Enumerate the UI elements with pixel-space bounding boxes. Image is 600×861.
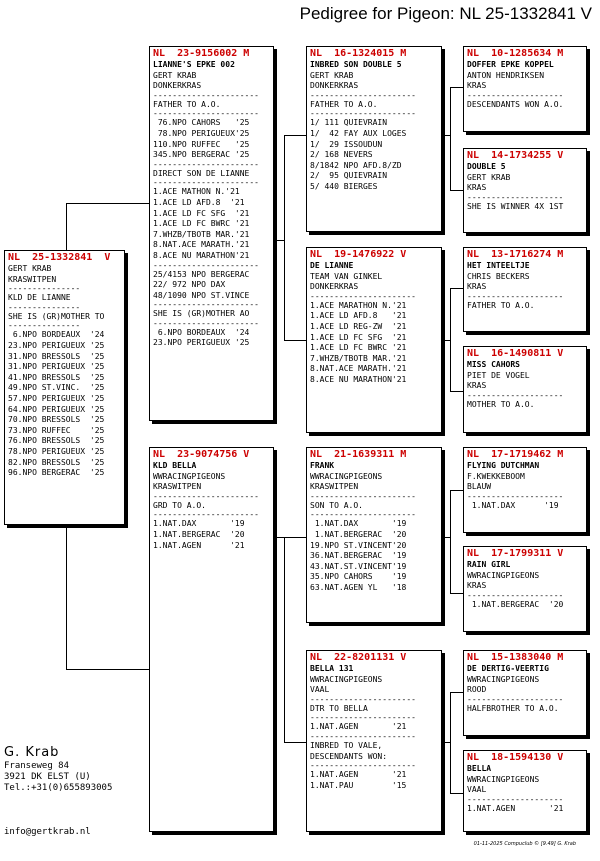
ring-number: NL 23-9156002 M xyxy=(153,48,250,59)
card-line: 57.NPO PERIGUEUX '25 xyxy=(8,393,105,403)
card-line: 25/4153 NPO BERGERAC xyxy=(153,269,250,279)
card-line: FATHER TO A.O. xyxy=(153,99,221,109)
card-line: DIRECT SON DE LIANNE xyxy=(153,168,250,178)
separator: ---------------------- xyxy=(153,301,259,310)
card-line: VAAL xyxy=(310,685,330,695)
separator: ---------------------- xyxy=(310,762,416,771)
connector-line xyxy=(450,793,463,794)
separator: --------------- xyxy=(8,303,81,312)
pigeon-card-ggp-7 xyxy=(463,650,587,736)
card-line: 1.ACE MATHON N.'21 xyxy=(153,187,240,197)
card-line: KRAS xyxy=(467,581,487,591)
ring-number: NL 13-1716274 M xyxy=(467,249,564,260)
connector-line xyxy=(450,288,451,391)
separator: --------------- xyxy=(8,322,81,331)
card-line: DONKERKRAS xyxy=(310,81,359,91)
separator: -------------------- xyxy=(467,795,564,804)
card-line: 5/ 440 BIERGES xyxy=(310,181,378,191)
connector-line xyxy=(450,288,463,289)
card-line: 1.NAT.AGEN '21 xyxy=(310,770,407,780)
pigeon-name: BELLA 131 xyxy=(310,664,354,673)
pigeon-card-mother xyxy=(149,447,274,832)
card-line: 1.ACE LD FC SFG '21 xyxy=(310,332,407,342)
card-line: 35.NPO CAHORS '19 xyxy=(310,572,407,582)
separator: ---------------------- xyxy=(153,91,259,100)
separator: ---------------------- xyxy=(153,319,259,328)
card-line: 1.NAT.BERGERAC '20 xyxy=(467,599,564,609)
card-line: 1.NAT.DAX '19 xyxy=(310,519,407,529)
card-line: 1.ACE LD FC BWRC '21 xyxy=(310,343,407,353)
connector-line xyxy=(450,593,463,594)
card-line: HALFBROTHER TO A.O. xyxy=(467,703,559,713)
connector-line xyxy=(284,537,285,742)
connector-line xyxy=(284,340,306,341)
separator: ---------------------- xyxy=(310,292,416,301)
ring-number: NL 21-1639311 M xyxy=(310,449,407,460)
separator: ---------------------- xyxy=(310,732,416,741)
connector-line xyxy=(450,87,463,88)
card-line: 41.NPO BRESSOLS '25 xyxy=(8,372,105,382)
card-line: 1/ 111 QUIEVRAIN xyxy=(310,118,388,128)
card-line: 8/1842 NPO AFD.8/ZD xyxy=(310,160,402,170)
card-line: 1.ACE LD REG-ZW '21 xyxy=(310,321,407,331)
connector-line xyxy=(450,490,463,491)
card-line: 6.NPO BORDEAUX '24 xyxy=(153,327,250,337)
pigeon-name: HET INTEELTJE xyxy=(467,261,530,270)
card-line: 8.ACE NU MARATHON'21 xyxy=(153,250,250,260)
card-line: DTR TO BELLA xyxy=(310,703,368,713)
card-line: ROOD xyxy=(467,685,487,695)
connector-line xyxy=(276,537,284,538)
card-line: 23.NPO PERIGUEUX '25 xyxy=(153,338,250,348)
card-line: 22/ 972 NPO DAX xyxy=(153,280,226,290)
card-line: 7.WHZB/TBOTB MAR.'21 xyxy=(310,353,407,363)
breeder-phone: Tel.:+31(0)655893005 xyxy=(4,783,113,793)
pigeon-name: INBRED SON DOUBLE 5 xyxy=(310,60,402,69)
card-line: 96.NPO BERGERAC '25 xyxy=(8,468,105,478)
card-line: ANTON HENDRIKSEN xyxy=(467,70,545,80)
separator: -------------------- xyxy=(467,492,564,501)
card-line: 49.NPO ST.VINC. '25 xyxy=(8,383,105,393)
card-line: 1.ACE LD FC BWRC '21 xyxy=(153,219,250,229)
card-line: FATHER TO A.O. xyxy=(467,300,535,310)
ring-number: NL 10-1285634 M xyxy=(467,48,564,59)
pigeon-card-ggp-4 xyxy=(463,346,587,433)
connector-line xyxy=(444,742,450,743)
separator: -------------------- xyxy=(467,391,564,400)
card-line: KRASWITPEN xyxy=(8,274,57,284)
card-line: WWRACINGPIGEONS xyxy=(467,570,540,580)
separator: ---------------------- xyxy=(153,179,259,188)
pigeon-card-ggp-1 xyxy=(463,46,587,132)
card-line: DONKERKRAS xyxy=(310,282,359,292)
card-line: 19.NPO ST.VINCENT'20 xyxy=(310,540,407,550)
card-line: SHE IS WINNER 4X 1ST xyxy=(467,201,564,211)
connector-line xyxy=(284,742,306,743)
connector-line xyxy=(284,537,306,538)
separator: ---------------------- xyxy=(310,511,416,520)
card-line: F.KWEKKEBOOM xyxy=(467,471,525,481)
ring-number: NL 17-1719462 M xyxy=(467,449,564,460)
separator: ---------------------- xyxy=(310,492,416,501)
card-line: 76.NPO CAHORS '25 xyxy=(153,118,250,128)
pigeon-name: LIANNE'S EPKE 002 xyxy=(153,60,235,69)
card-line: GERT KRAB xyxy=(8,264,52,273)
card-line: 1.NAT.AGEN '21 xyxy=(153,540,245,550)
card-line: KRASWITPEN xyxy=(153,482,202,492)
ring-number: NL 25-1332841 V xyxy=(8,252,111,263)
connector-line xyxy=(444,340,450,341)
ring-number: NL 19-1476922 V xyxy=(310,249,407,260)
card-line: DONKERKRAS xyxy=(153,81,202,91)
card-line: SHE IS (GR)MOTHER TO xyxy=(8,311,105,321)
separator: ---------------------- xyxy=(310,714,416,723)
pigeon-card-subject xyxy=(4,250,125,525)
pigeon-name: DOFFER EPKE KOPPEL xyxy=(467,60,554,69)
card-line: WWRACINGPIGEONS xyxy=(310,471,383,481)
card-line: 1.NAT.AGEN '21 xyxy=(310,722,407,732)
card-line: PIET DE VOGEL xyxy=(467,370,530,380)
separator: ---------------------- xyxy=(153,160,259,169)
card-line: 1.ACE MARATHON N.'21 xyxy=(310,300,407,310)
card-line: 48/1090 NPO ST.VINCE xyxy=(153,290,250,300)
separator: -------------------- xyxy=(467,193,564,202)
page-title: Pedigree for Pigeon: NL 25-1332841 V xyxy=(299,4,592,23)
card-line: KLD DE LIANNE xyxy=(8,293,71,303)
separator: -------------------- xyxy=(467,695,564,704)
card-line: 7.WHZB/TBOTB MAR.'21 xyxy=(153,229,250,239)
connector-line xyxy=(444,537,450,538)
card-line: SHE IS (GR)MOTHER AO xyxy=(153,309,250,319)
card-line: 73.NPO RUFFEC '25 xyxy=(8,425,105,435)
card-line: 110.NPO RUFFEC '25 xyxy=(153,139,250,149)
card-line: WWRACINGPIGEONS xyxy=(310,674,383,684)
separator: ---------------------- xyxy=(153,511,259,520)
separator: ---------------------- xyxy=(310,91,416,100)
card-line: TEAM VAN GINKEL xyxy=(310,271,383,281)
separator: ---------------------- xyxy=(310,695,416,704)
card-line: WWRACINGPIGEONS xyxy=(153,471,226,481)
card-line: 78.NPO PERIGUEUX'25 xyxy=(153,128,250,138)
card-line: 1.ACE LD AFD.8 '21 xyxy=(310,311,407,321)
card-line: 1.ACE LD AFD.8 '21 xyxy=(153,197,245,207)
ring-number: NL 17-1799311 V xyxy=(467,548,564,559)
separator: --------------- xyxy=(8,285,81,294)
card-line: 23.NPO PERIGUEUX '25 xyxy=(8,340,105,350)
card-line: 36.NAT.BERGERAC '19 xyxy=(310,551,407,561)
connector-line xyxy=(284,135,306,136)
breeder-email[interactable]: info@gertkrab.nl xyxy=(4,827,91,837)
breeder-info xyxy=(4,745,112,794)
pigeon-card-grandfather-paternal xyxy=(306,46,442,232)
card-line: 31.NPO BRESSOLS '25 xyxy=(8,351,105,361)
card-line: 1.NAT.BERGERAC '20 xyxy=(310,529,407,539)
ring-number: NL 18-1594130 V xyxy=(467,752,564,763)
connector-line xyxy=(276,240,284,241)
card-line: KRAS xyxy=(467,282,487,292)
card-line: 82.NPO BRESSOLS '25 xyxy=(8,457,105,467)
pigeon-card-grandmother-paternal xyxy=(306,247,442,433)
card-line: GERT KRAB xyxy=(467,172,511,182)
card-line: FATHER TO A.O. xyxy=(310,99,378,109)
card-line: KRASWITPEN xyxy=(310,482,359,492)
card-line: 345.NPO BERGERAC '25 xyxy=(153,150,250,160)
card-line: 2/ 168 NEVERS xyxy=(310,150,373,160)
pigeon-name: MISS CAHORS xyxy=(467,360,520,369)
connector-line xyxy=(444,135,450,136)
card-line: 43.NAT.ST.VINCENT'19 xyxy=(310,561,407,571)
card-line: 6.NPO BORDEAUX '24 xyxy=(8,330,105,340)
connector-line xyxy=(450,692,451,793)
pigeon-card-grandfather-maternal xyxy=(306,447,442,623)
breeder-name: G. Krab xyxy=(4,745,60,760)
card-line: 2/ 95 QUIEVRAIN xyxy=(310,171,388,181)
footer-credit: 01-11-2025 Compuclub © [9.49] G. Krab xyxy=(473,841,576,847)
card-line: INBRED TO VALE, xyxy=(310,740,383,750)
connector-line xyxy=(450,692,463,693)
card-line: GERT KRAB xyxy=(310,70,354,80)
separator: ---------------------- xyxy=(153,492,259,501)
breeder-address-line2: 3921 DK ELST (U) xyxy=(4,772,91,782)
connector-line xyxy=(450,490,451,593)
pigeon-card-ggp-6 xyxy=(463,546,587,632)
ring-number: NL 14-1734255 V xyxy=(467,150,564,161)
card-line: 1.ACE LD FC SFG '21 xyxy=(153,208,250,218)
card-line: 1.NAT.BERGERAC '20 xyxy=(153,529,245,539)
pigeon-name: FRANK xyxy=(310,461,335,470)
pigeon-name: DE DERTIG-VEERTIG xyxy=(467,664,549,673)
card-line: 31.NPO PERIGUEUX '25 xyxy=(8,362,105,372)
separator: ---------------------- xyxy=(153,261,259,270)
card-line: 1.NAT.DAX '19 xyxy=(153,519,245,529)
card-line: 63.NAT.AGEN YL '18 xyxy=(310,582,407,592)
card-line: 1/ 29 ISSOUDUN xyxy=(310,139,383,149)
card-line: MOTHER TO A.O. xyxy=(467,399,535,409)
pigeon-name: DE LIANNE xyxy=(310,261,354,270)
pigeon-name: BELLA xyxy=(467,764,492,773)
card-line: 64.NPO PERIGUEUX '25 xyxy=(8,404,105,414)
card-line: 8.ACE NU MARATHON'21 xyxy=(310,374,407,384)
card-line: 1.NAT.PAU '15 xyxy=(310,780,407,790)
card-line: KRAS xyxy=(467,183,487,193)
pigeon-card-ggp-2 xyxy=(463,148,587,233)
card-line: KRAS xyxy=(467,81,487,91)
card-line: WWRACINGPIGEONS xyxy=(467,774,540,784)
card-line: 76.NPO BRESSOLS '25 xyxy=(8,436,105,446)
pigeon-name: FLYING DUTCHMAN xyxy=(467,461,540,470)
card-line: 1.NAT.AGEN '21 xyxy=(467,803,564,813)
separator: ---------------------- xyxy=(153,110,259,119)
pigeon-card-ggp-3 xyxy=(463,247,587,332)
card-line: DESCENDANTS WON: xyxy=(310,751,388,761)
ring-number: NL 16-1490811 V xyxy=(467,348,564,359)
ring-number: NL 22-8201131 V xyxy=(310,652,407,663)
card-line: GRD TO A.O. xyxy=(153,500,206,510)
card-line: 78.NPO PERIGUEUX '25 xyxy=(8,446,105,456)
pigeon-card-ggp-5 xyxy=(463,447,587,533)
card-line: 8.NAT.ACE MARATH.'21 xyxy=(310,364,407,374)
card-line: 8.NAT.ACE MARATH.'21 xyxy=(153,240,250,250)
card-line: GERT KRAB xyxy=(153,70,197,80)
separator: -------------------- xyxy=(467,91,564,100)
connector-line xyxy=(450,190,463,191)
card-line: WWRACINGPIGEONS xyxy=(467,674,540,684)
ring-number: NL 16-1324015 M xyxy=(310,48,407,59)
ring-number: NL 23-9074756 V xyxy=(153,449,250,460)
pigeon-name: DOUBLE 5 xyxy=(467,162,506,171)
connector-line xyxy=(66,203,149,204)
card-line: 70.NPO BRESSOLS '25 xyxy=(8,415,105,425)
card-line: 1.NAT.DAX '19 xyxy=(467,500,559,510)
card-line: VAAL xyxy=(467,785,487,795)
pigeon-card-grandmother-maternal xyxy=(306,650,442,832)
connector-line xyxy=(284,135,285,340)
breeder-address-line1: Franseweg 84 xyxy=(4,761,70,771)
separator: -------------------- xyxy=(467,591,564,600)
ring-number: NL 15-1383040 M xyxy=(467,652,564,663)
connector-line xyxy=(450,87,451,190)
card-line: 1/ 42 FAY AUX LOGES xyxy=(310,128,407,138)
card-line: SON TO A.O. xyxy=(310,500,363,510)
card-line: CHRIS BECKERS xyxy=(467,271,530,281)
card-line: DESCENDANTS WON A.O. xyxy=(467,99,564,109)
card-line: KRAS xyxy=(467,381,487,391)
card-line: BLAUW xyxy=(467,482,492,492)
connector-line xyxy=(450,391,463,392)
pigeon-name: RAIN GIRL xyxy=(467,560,511,569)
separator: ---------------------- xyxy=(310,110,416,119)
pigeon-card-ggp-8 xyxy=(463,750,587,832)
pigeon-card-father xyxy=(149,46,274,421)
separator: -------------------- xyxy=(467,292,564,301)
pigeon-name: KLD BELLA xyxy=(153,461,197,470)
connector-line xyxy=(66,669,149,670)
